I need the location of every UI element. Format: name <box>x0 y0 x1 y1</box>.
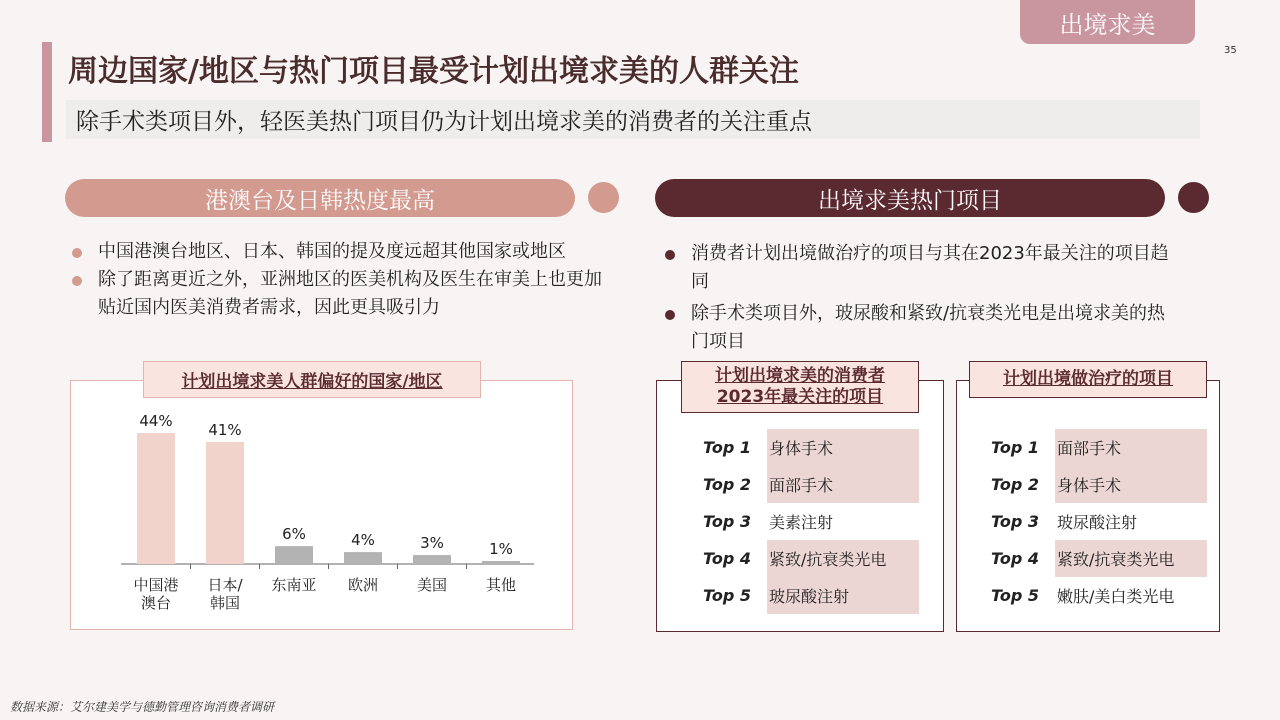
bar-value-label: 3% <box>420 534 444 553</box>
rank-item: 玻尿酸注射 <box>1057 513 1138 532</box>
rank-label: Top 2 <box>991 475 1039 494</box>
category-label: 日本/ <box>207 576 243 594</box>
rank-label: Top 4 <box>703 549 751 568</box>
rank-item: 身体手术 <box>767 429 919 466</box>
bar-2 <box>275 546 313 564</box>
bar-value-label: 1% <box>489 540 513 558</box>
rank-row <box>991 503 1207 540</box>
left-bullet-list <box>70 238 610 322</box>
title-accent-bar <box>42 42 52 142</box>
category-label: 其他 <box>485 576 517 594</box>
rank-item: 面部手术 <box>1055 429 1207 466</box>
rank-item: 紧致/抗衰类光电 <box>1055 540 1207 577</box>
chart-container <box>70 380 573 630</box>
bar-3 <box>344 552 382 564</box>
rank-item: 玻尿酸注射 <box>767 577 919 614</box>
left-bullet-1: 中国港澳台地区、日本、韩国的提及度远超其他国家或地区 <box>70 238 610 266</box>
source-footnote: 数据来源：艾尔建美学与德勤管理咨询消费者调研 <box>10 700 275 714</box>
ranking-title-line1: 计划出境求美的消费者 <box>715 366 885 386</box>
rank-row <box>991 540 1207 577</box>
right-panel-header: 出境求美热门项目 <box>655 179 1165 217</box>
ranking-list-concerned-title <box>681 361 919 413</box>
rank-item: 面部手术 <box>767 466 919 503</box>
rank-label: Top 1 <box>703 438 751 457</box>
rank-row <box>991 429 1207 466</box>
category-label: 欧洲 <box>347 576 379 594</box>
rank-row <box>703 577 919 614</box>
category-label: 中国港 <box>133 576 179 594</box>
right-bullet-1: 消费者计划出境做治疗的项目与其在2023年最关注的项目趋同 <box>663 240 1183 296</box>
bar-chart <box>71 381 574 631</box>
category-label: 东南亚 <box>271 576 317 594</box>
rank-row <box>991 466 1207 503</box>
rank-item: 身体手术 <box>1055 466 1207 503</box>
page-number: 35 <box>1224 45 1237 56</box>
rank-label: Top 5 <box>991 586 1039 605</box>
right-header-dot <box>1178 182 1209 213</box>
rank-item: 紧致/抗衰类光电 <box>767 540 919 577</box>
left-panel-header: 港澳台及日韩热度最高 <box>65 179 575 217</box>
rank-row <box>703 540 919 577</box>
bar-4 <box>413 555 451 564</box>
bar-5 <box>482 561 520 564</box>
bar-value-label: 41% <box>208 420 242 439</box>
rank-row <box>703 429 919 466</box>
rank-item: 美素注射 <box>769 513 834 532</box>
right-bullet-2: 除手术类项目外，玻尿酸和紧致/抗衰类光电是出境求美的热门项目 <box>663 300 1183 356</box>
rank-row <box>703 466 919 503</box>
rank-row <box>991 577 1207 614</box>
left-header-dot <box>588 182 619 213</box>
bar-value-label: 4% <box>351 531 375 550</box>
category-label: 澳台 <box>140 594 172 612</box>
page-subtitle: 除手术类项目外，轻医美热门项目仍为计划出境求美的消费者的关注重点 <box>66 100 1200 139</box>
chart-title: 计划出境求美人群偏好的国家/地区 <box>143 361 481 398</box>
left-bullet-2: 除了距离更近之外，亚洲地区的医美机构及医生在审美上也更加贴近国内医美消费者需求，因此更具吸引力 <box>70 266 610 322</box>
bar-value-label: 44% <box>139 412 173 430</box>
rank-label: Top 3 <box>703 512 751 531</box>
ranking-list-planned <box>956 380 1220 632</box>
bar-1 <box>206 442 244 564</box>
ranking-list-planned-title: 计划出境做治疗的项目 <box>969 361 1207 398</box>
bar-0 <box>137 433 175 564</box>
rank-label: Top 2 <box>703 475 751 494</box>
rank-label: Top 1 <box>991 438 1039 457</box>
right-bullet-list <box>663 240 1183 356</box>
page-title: 周边国家/地区与热门项目最受计划出境求美的人群关注 <box>68 54 799 89</box>
bar-value-label: 6% <box>282 525 306 544</box>
rank-label: Top 3 <box>991 512 1039 531</box>
ranking-title-line2: 2023年最关注的项目 <box>716 387 884 407</box>
rank-label: Top 4 <box>991 549 1039 568</box>
ranking-list-concerned <box>656 380 944 632</box>
category-label: 韩国 <box>209 594 241 612</box>
category-label: 美国 <box>416 576 448 594</box>
rank-item: 嫩肤/美白类光电 <box>1057 587 1175 606</box>
rank-label: Top 5 <box>703 586 751 605</box>
rank-row <box>703 503 919 540</box>
section-tag: 出境求美 <box>1020 0 1195 44</box>
